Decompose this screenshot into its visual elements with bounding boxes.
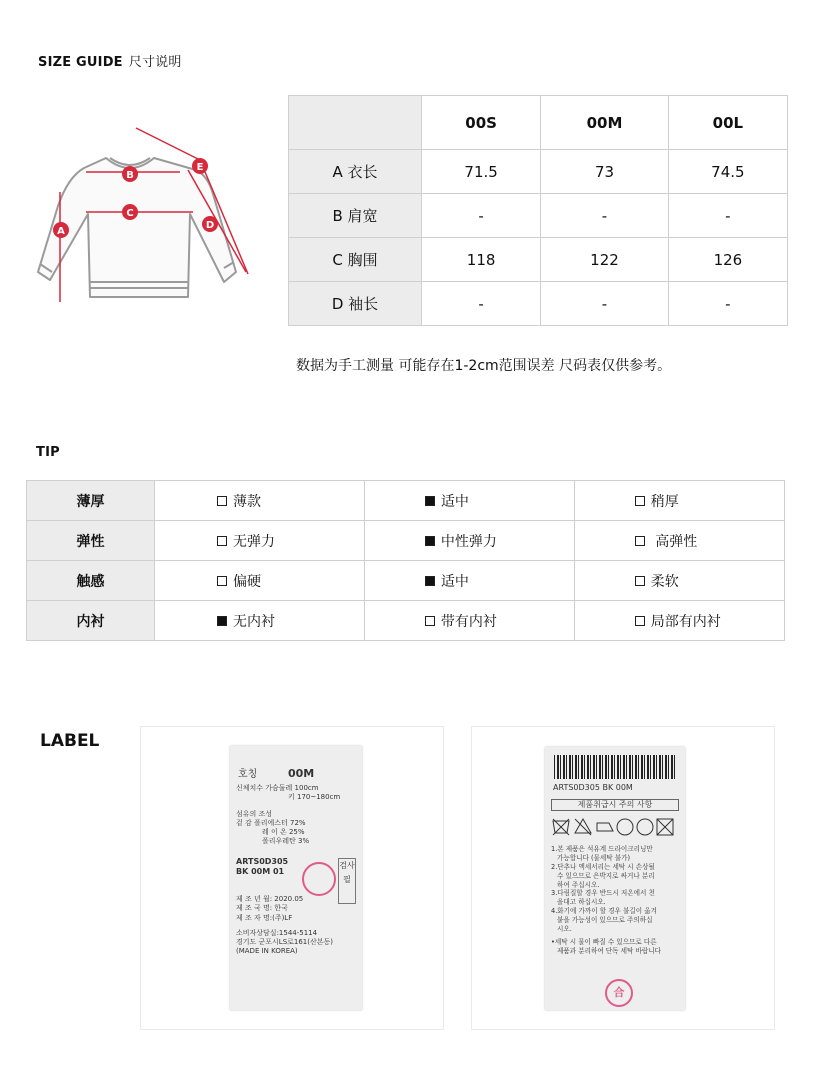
label-card-1 (140, 726, 444, 1030)
tag2-line: 시오. (557, 925, 572, 934)
size-cell: - (541, 194, 669, 238)
tip-row-label: 触感 (27, 561, 155, 601)
tag2-line: 을대고 하십시오. (557, 898, 606, 907)
tip-table (26, 480, 785, 641)
size-table-corner (289, 96, 422, 150)
tip-option (154, 481, 364, 521)
tip-row (27, 521, 785, 561)
size-guide-title-cn: 尺寸说明 (128, 55, 182, 70)
tag1-round-stamp (302, 862, 336, 896)
checkbox-empty-icon (635, 536, 645, 546)
tip-option (154, 521, 364, 561)
tip-option (364, 481, 574, 521)
tip-option (364, 561, 574, 601)
size-cell: 73 (541, 150, 669, 194)
checkbox-filled-icon (425, 496, 435, 506)
tag2-line: 가능합니다 (물세탁 불가) (557, 853, 631, 862)
tag1-line: ARTS0D305 (236, 856, 289, 866)
tag2-line: 1.본 제품은 석유계 드라이크리닝만 (551, 845, 653, 853)
size-table-row (289, 238, 788, 282)
size-cell: 126 (668, 238, 787, 282)
size-col-header: 00S (422, 96, 541, 150)
checkbox-empty-icon (217, 496, 227, 506)
size-row-label: C 胸围 (289, 238, 422, 282)
garment-tag-2 (545, 747, 685, 1010)
checkbox-filled-icon (425, 536, 435, 546)
tip-row (27, 601, 785, 641)
tip-option (574, 561, 784, 601)
size-guide-title-en: SIZE GUIDE (38, 55, 123, 70)
tip-option-text: 局部有内衬 (650, 613, 721, 630)
size-cell: 118 (422, 238, 541, 282)
checkbox-empty-icon (217, 576, 227, 586)
tip-row-label: 薄厚 (27, 481, 155, 521)
size-cell: 74.5 (668, 150, 787, 194)
care-symbols-icon (551, 815, 679, 837)
tip-option-text: 无弹力 (232, 533, 275, 550)
marker-b: B (126, 170, 134, 181)
tag1-line: 소비자상담실:1544-5114 (236, 928, 318, 937)
marker-e: E (196, 162, 204, 173)
checkbox-empty-icon (635, 616, 645, 626)
tip-option (154, 601, 364, 641)
checkbox-filled-icon (425, 576, 435, 586)
garment-tag-1 (230, 746, 362, 1010)
size-cell: - (422, 194, 541, 238)
size-table-row (289, 282, 788, 326)
tip-title: TIP (36, 445, 60, 460)
checkbox-empty-icon (635, 576, 645, 586)
tip-option-text: 高弹性 (650, 533, 698, 550)
size-col-header: 00L (668, 96, 787, 150)
tag2-pass-stamp: 合 (605, 979, 633, 1007)
size-cell: 122 (541, 238, 669, 282)
tag1-line: BK 00M 01 (236, 866, 285, 876)
size-col-header: 00M (541, 96, 669, 150)
label-title: LABEL (40, 731, 100, 751)
tip-row-label: 内衬 (27, 601, 155, 641)
tag2-line: 제품과 분리하여 단독 세탁 바랍니다 (557, 946, 661, 955)
tip-option-text: 稍厚 (650, 493, 679, 510)
tag1-line: 제 조 년 월: 2020.05 (236, 895, 304, 904)
size-row-label: A 衣长 (289, 150, 422, 194)
tip-row (27, 561, 785, 601)
size-row-label: D 袖长 (289, 282, 422, 326)
tag2-line: 수 있으므로 은박지로 싸거나 분리 (557, 871, 655, 880)
tip-option-text: 中性弹力 (440, 533, 497, 550)
tag1-line: 경기도 군포시LS로161(산본동) (236, 937, 334, 946)
size-table-row (289, 150, 788, 194)
size-guide-title (38, 51, 182, 70)
marker-a: A (57, 226, 65, 237)
label-card-2 (471, 726, 775, 1030)
size-cell: - (541, 282, 669, 326)
size-table-header (289, 96, 788, 150)
tag1-line: 폴리우레탄 3% (262, 837, 310, 846)
sweater-diagram (28, 122, 258, 307)
tip-option-text: 适中 (440, 573, 469, 590)
tag1-line: (MADE IN KOREA) (236, 946, 298, 955)
marker-d: D (205, 220, 215, 231)
tag2-line: •세탁 시 물이 빠질 수 있으므로 다른 (551, 937, 657, 946)
tag1-line: 섬유의 조성 (236, 810, 273, 819)
tag1-line: 제 조 자 명:(주)LF (236, 913, 293, 922)
checkbox-empty-icon (217, 536, 227, 546)
tip-option-text: 薄款 (232, 493, 261, 510)
checkbox-filled-icon (217, 616, 227, 626)
marker-c: C (126, 208, 134, 219)
tip-option (574, 521, 784, 561)
tip-option-text: 偏硬 (232, 573, 261, 590)
tag2-line: 3.다림질할 경우 반드시 저온에서 천 (551, 889, 655, 898)
tip-option-text: 柔软 (650, 573, 679, 590)
tip-option (574, 481, 784, 521)
size-table (288, 95, 788, 326)
tag2-line: 붙을 가능성이 있으므로 주의하십 (557, 916, 653, 925)
tip-option (574, 601, 784, 641)
tag1-size-value: 00M (288, 767, 315, 780)
size-cell: - (668, 282, 787, 326)
tag1-inspect-box: 검사필 (338, 858, 356, 904)
checkbox-empty-icon (635, 496, 645, 506)
tag2-line: 4.화기에 가까이 할 경우 불길이 옮겨 (551, 907, 657, 916)
tag2-line: 하여 주십시오. (557, 880, 600, 889)
tip-row-label: 弹性 (27, 521, 155, 561)
tip-option-text: 适中 (440, 493, 469, 510)
checkbox-empty-icon (425, 616, 435, 626)
size-cell: 71.5 (422, 150, 541, 194)
size-row-label: B 肩宽 (289, 194, 422, 238)
tag1-line: 겉 감 폴리에스터 72% (236, 819, 306, 828)
tag1-line: 레 이 온 25% (262, 828, 305, 837)
tip-option-text: 无内衬 (232, 613, 275, 630)
measure-line-e1 (136, 128, 200, 160)
size-cell: - (668, 194, 787, 238)
tip-row (27, 481, 785, 521)
tag1-line: 제 조 국 명: 한국 (236, 904, 288, 913)
tag1-size-label: 호칭 (238, 769, 258, 780)
tip-option (364, 521, 574, 561)
size-note: 数据为手工测量 可能存在1-2cm范围误差 尺码表仅供参考。 (296, 358, 672, 374)
size-table-row (289, 194, 788, 238)
tag2-code: ARTS0D305 BK 00M (553, 783, 633, 792)
tag2-lines (551, 845, 661, 956)
tag2-care-title: 제품취급시 주의 사항 (551, 799, 679, 811)
tag1-line: 키 170~180cm (288, 793, 341, 802)
size-cell: - (422, 282, 541, 326)
tip-option (364, 601, 574, 641)
tip-option-text: 带有内衬 (440, 613, 497, 630)
tag1-line: 신체치수 가슴둘레 100cm (236, 784, 319, 792)
barcode-icon (554, 755, 676, 779)
tip-option (154, 561, 364, 601)
tag2-line: 2.단추나 액세서리는 세탁 시 손상될 (551, 862, 655, 871)
